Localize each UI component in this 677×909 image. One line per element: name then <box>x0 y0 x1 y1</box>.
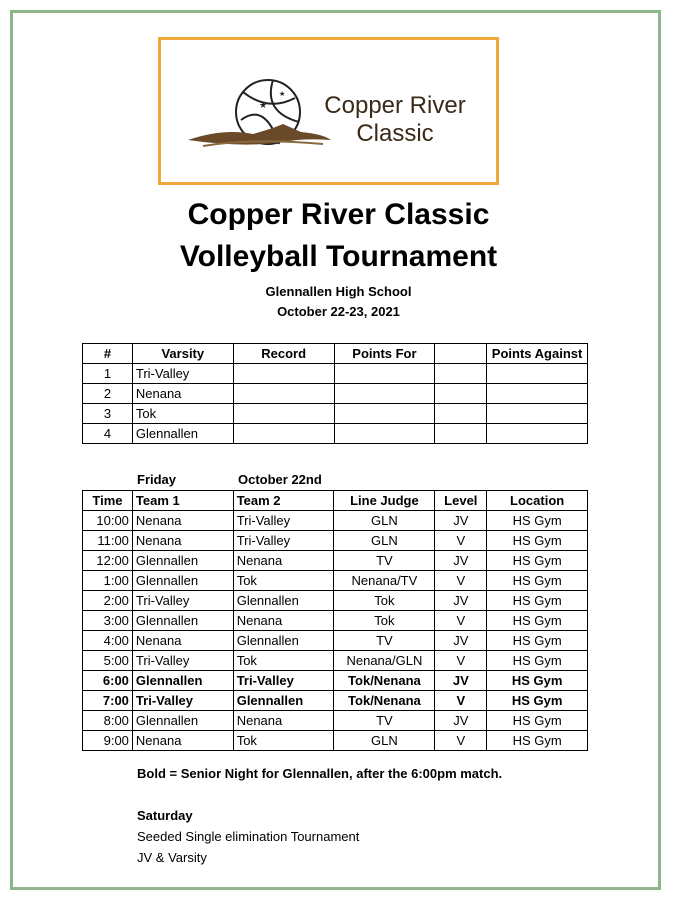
level-cell: V <box>435 731 487 751</box>
level-cell: JV <box>435 551 487 571</box>
col-header: # <box>83 344 133 364</box>
team1-cell: Nenana <box>132 631 233 651</box>
time-cell: 8:00 <box>83 711 133 731</box>
time-cell: 11:00 <box>83 531 133 551</box>
line-judge-cell: Nenana/GLN <box>334 651 435 671</box>
match-row <box>83 631 588 651</box>
logo-line1: Copper River <box>324 92 466 119</box>
standings-table <box>82 343 588 444</box>
level-cell: V <box>435 651 487 671</box>
match-row <box>83 531 588 551</box>
line-judge-cell: TV <box>334 631 435 651</box>
points-for-cell <box>334 364 435 384</box>
time-cell: 9:00 <box>83 731 133 751</box>
match-row <box>83 551 588 571</box>
time-cell: 5:00 <box>83 651 133 671</box>
logo-text <box>301 92 489 148</box>
location-cell: HS Gym <box>487 551 588 571</box>
points-for-cell <box>334 404 435 424</box>
location-cell: HS Gym <box>487 511 588 531</box>
line-judge-cell: GLN <box>334 531 435 551</box>
col-header: Time <box>83 491 133 511</box>
team2-cell: Tri-Valley <box>233 671 334 691</box>
team2-cell: Tri-Valley <box>233 531 334 551</box>
match-row <box>83 731 588 751</box>
match-row <box>83 711 588 731</box>
blank-cell <box>435 384 487 404</box>
time-cell: 3:00 <box>83 611 133 631</box>
time-cell: 10:00 <box>83 511 133 531</box>
team1-cell: Tri-Valley <box>132 691 233 711</box>
record-cell <box>233 364 334 384</box>
standings-row <box>83 384 588 404</box>
saturday-format: Seeded Single elimination Tournament <box>137 829 360 844</box>
col-header: Team 1 <box>132 491 233 511</box>
col-header: Varsity <box>132 344 233 364</box>
location-cell: HS Gym <box>487 591 588 611</box>
record-cell <box>233 404 334 424</box>
team2-cell: Glennallen <box>233 631 334 651</box>
logo-banner <box>158 37 499 185</box>
level-cell: JV <box>435 591 487 611</box>
match-row <box>83 671 588 691</box>
location-cell: HS Gym <box>487 611 588 631</box>
team-cell: Tri-Valley <box>132 364 233 384</box>
team2-cell: Glennallen <box>233 691 334 711</box>
blank-cell <box>435 424 487 444</box>
team2-cell: Nenana <box>233 551 334 571</box>
team1-cell: Tri-Valley <box>132 591 233 611</box>
team2-cell: Tok <box>233 731 334 751</box>
line-judge-cell: TV <box>334 551 435 571</box>
line-judge-cell: Nenana/TV <box>334 571 435 591</box>
team-cell: Glennallen <box>132 424 233 444</box>
team1-cell: Tri-Valley <box>132 651 233 671</box>
record-cell <box>233 424 334 444</box>
points-for-cell <box>334 384 435 404</box>
team2-cell: Nenana <box>233 711 334 731</box>
points-against-cell <box>487 404 588 424</box>
line-judge-cell: TV <box>334 711 435 731</box>
time-cell: 1:00 <box>83 571 133 591</box>
tournament-dates: October 22-23, 2021 <box>277 304 400 319</box>
saturday-divisions: JV & Varsity <box>137 850 207 865</box>
team2-cell: Tok <box>233 651 334 671</box>
col-header: Points Against <box>487 344 588 364</box>
standings-row <box>83 424 588 444</box>
location-cell: HS Gym <box>487 531 588 551</box>
team-cell: Nenana <box>132 384 233 404</box>
team1-cell: Glennallen <box>132 551 233 571</box>
standings-row <box>83 364 588 384</box>
match-row <box>83 591 588 611</box>
rank-cell: 3 <box>83 404 133 424</box>
friday-label: Friday <box>137 472 177 487</box>
title-line1: Copper River Classic <box>187 198 490 231</box>
time-cell: 7:00 <box>83 691 133 711</box>
location-cell: HS Gym <box>487 711 588 731</box>
logo-line2: Classic <box>356 120 434 147</box>
level-cell: V <box>435 531 487 551</box>
team1-cell: Glennallen <box>132 711 233 731</box>
time-cell: 2:00 <box>83 591 133 611</box>
rank-cell: 4 <box>83 424 133 444</box>
level-cell: JV <box>435 671 487 691</box>
match-row <box>83 511 588 531</box>
rank-cell: 2 <box>83 384 133 404</box>
match-row <box>83 571 588 591</box>
team2-cell: Tri-Valley <box>233 511 334 531</box>
location-cell: HS Gym <box>487 671 588 691</box>
time-cell: 12:00 <box>83 551 133 571</box>
team1-cell: Glennallen <box>132 671 233 691</box>
svg-text:★: ★ <box>259 100 268 110</box>
location-cell: HS Gym <box>487 631 588 651</box>
school-name: Glennallen High School <box>265 284 412 299</box>
blank-cell <box>435 364 487 384</box>
match-row <box>83 691 588 711</box>
schedule-header-row <box>83 491 588 511</box>
location-cell: HS Gym <box>487 731 588 751</box>
match-row <box>83 611 588 631</box>
line-judge-cell: Tok <box>334 591 435 611</box>
points-against-cell <box>487 364 588 384</box>
level-cell: JV <box>435 511 487 531</box>
location-cell: HS Gym <box>487 691 588 711</box>
match-row <box>83 651 588 671</box>
record-cell <box>233 384 334 404</box>
level-cell: V <box>435 691 487 711</box>
line-judge-cell: GLN <box>334 731 435 751</box>
level-cell: JV <box>435 631 487 651</box>
team1-cell: Glennallen <box>132 571 233 591</box>
saturday-heading: Saturday <box>137 808 193 823</box>
team1-cell: Nenana <box>132 531 233 551</box>
team1-cell: Glennallen <box>132 611 233 631</box>
col-header: Level <box>435 491 487 511</box>
rank-cell: 1 <box>83 364 133 384</box>
level-cell: JV <box>435 711 487 731</box>
line-judge-cell: Tok/Nenana <box>334 691 435 711</box>
col-header: Record <box>233 344 334 364</box>
points-for-cell <box>334 424 435 444</box>
svg-text:★: ★ <box>279 91 286 98</box>
level-cell: V <box>435 611 487 631</box>
level-cell: V <box>435 571 487 591</box>
location-cell: HS Gym <box>487 571 588 591</box>
friday-date: October 22nd <box>238 472 322 487</box>
col-header: Line Judge <box>334 491 435 511</box>
schedule-table <box>82 490 588 751</box>
time-cell: 6:00 <box>83 671 133 691</box>
blank-cell <box>435 404 487 424</box>
team2-cell: Glennallen <box>233 591 334 611</box>
standings-row <box>83 404 588 424</box>
col-header: Location <box>487 491 588 511</box>
col-header: Points For <box>334 344 435 364</box>
col-header: Team 2 <box>233 491 334 511</box>
senior-night-note: Bold = Senior Night for Glennallen, after the 6:00pm match. <box>137 766 503 781</box>
team2-cell: Tok <box>233 571 334 591</box>
points-against-cell <box>487 424 588 444</box>
standings-header-row <box>83 344 588 364</box>
team1-cell: Nenana <box>132 731 233 751</box>
title-line2: Volleyball Tournament <box>179 240 498 273</box>
col-header <box>435 344 487 364</box>
time-cell: 4:00 <box>83 631 133 651</box>
team2-cell: Nenana <box>233 611 334 631</box>
points-against-cell <box>487 384 588 404</box>
team1-cell: Nenana <box>132 511 233 531</box>
location-cell: HS Gym <box>487 651 588 671</box>
team-cell: Tok <box>132 404 233 424</box>
line-judge-cell: Tok <box>334 611 435 631</box>
line-judge-cell: GLN <box>334 511 435 531</box>
line-judge-cell: Tok/Nenana <box>334 671 435 691</box>
